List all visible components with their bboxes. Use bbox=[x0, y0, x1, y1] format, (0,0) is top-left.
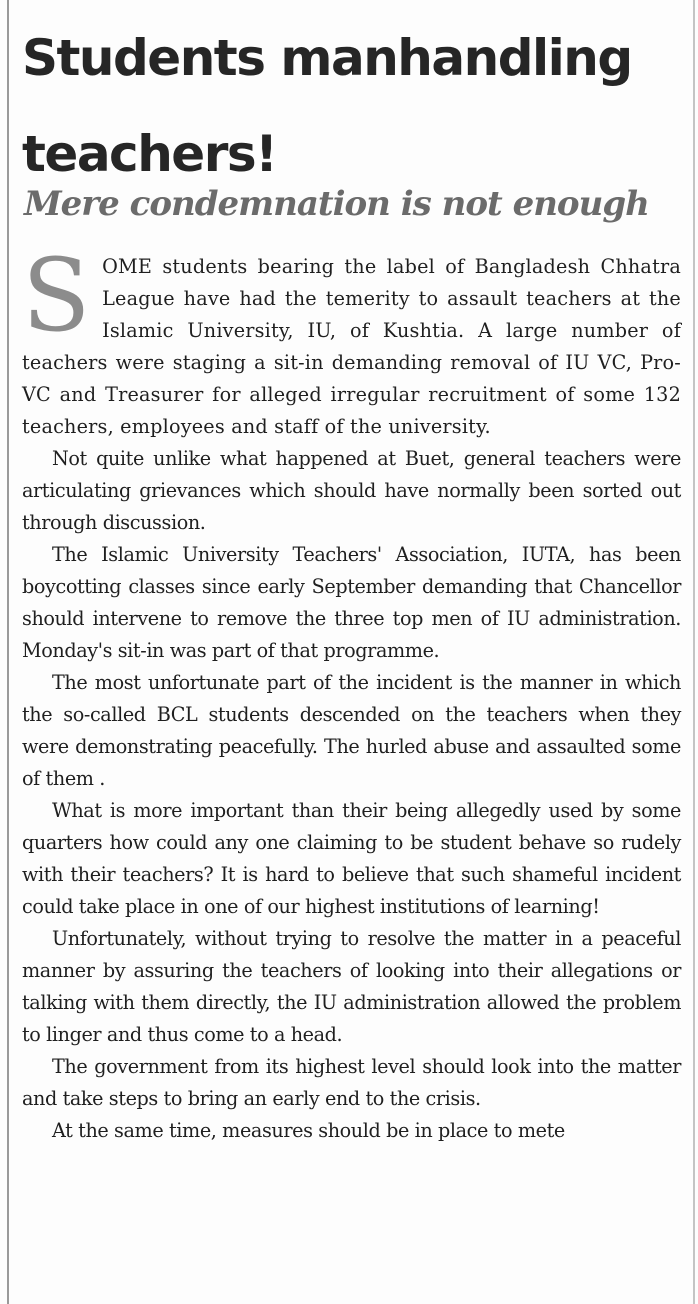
column-rule-left bbox=[7, 0, 9, 1304]
paragraph-1 bbox=[22, 237, 681, 443]
paragraph-3: The Islamic University Teachers' Association, IUTA, has been boycotting classes since early September demanding that Chancellor should intervene to remove the three top men of IU administration. Monday's sit-in was part of that programme. bbox=[22, 543, 681, 662]
paragraph-8: At the same time, measures should be in place to mete bbox=[52, 1119, 565, 1142]
paragraph-6: Unfortunately, without trying to resolve the matter in a peaceful manner by assuring the teachers of looking into their allegations or talking with them directly, the IU administration allowed the problem to linger and thus come to a head. bbox=[22, 927, 681, 1046]
subheadline: Mere condemnation is not enough bbox=[24, 184, 649, 224]
paragraph-1-text: OME students bearing the label of Bangladesh Chhatra League have had the temerity to assault teachers at the Islamic University, IU, of Kushtia. A large number of teachers were staging a sit-in demanding removal of IU VC, Pro-VC and Treasurer for alleged irregular recruitment of some 132 teachers, employees and staff of the university. bbox=[22, 255, 681, 438]
drop-cap: S bbox=[22, 237, 91, 354]
article-body bbox=[22, 237, 681, 1147]
paragraph-7: The government from its highest level should look into the matter and take steps to bring an early end to the crisis. bbox=[22, 1055, 681, 1110]
paragraph-5: What is more important than their being allegedly used by some quarters how could any one claiming to be student behave so rudely with their teachers? It is hard to believe that such shameful incident could take place in one of our highest institutions of learning! bbox=[22, 799, 681, 918]
headline: Students manhandling teachers! bbox=[22, 29, 632, 183]
paragraph-4: The most unfortunate part of the incident is the manner in which the so-called BCL students descended on the teachers when they were demonstrating peacefully. The hurled abuse and assaulted some of them . bbox=[22, 671, 681, 790]
column-rule-right bbox=[693, 0, 695, 1304]
paragraph-2: Not quite unlike what happened at Buet, general teachers were articulating grievances which should have normally been sorted out through discussion. bbox=[22, 447, 681, 534]
